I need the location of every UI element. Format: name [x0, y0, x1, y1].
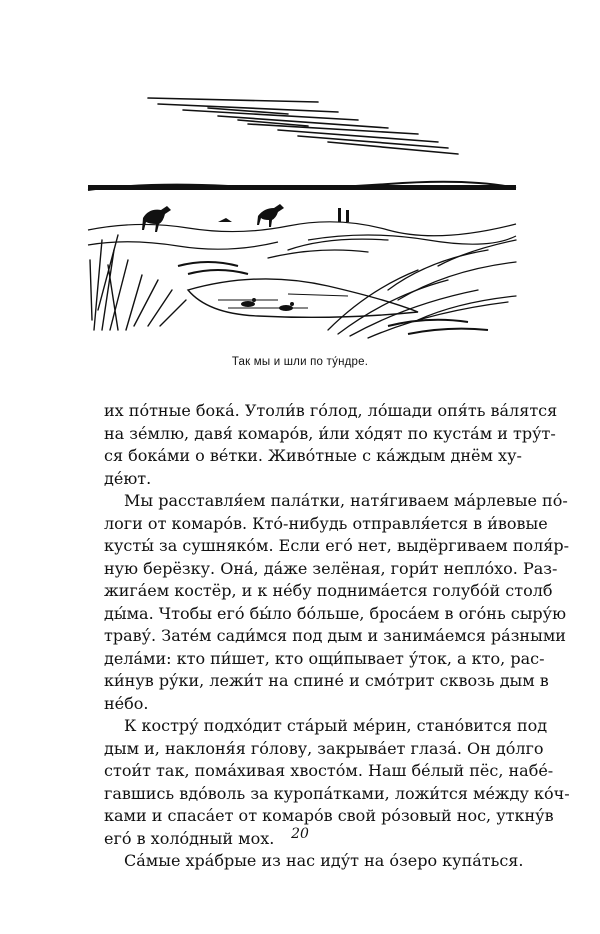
text-line: ками и спаса́ет от комаро́в свой ро́зовый нос, уткну́в — [104, 806, 554, 825]
text-line: на зе́млю, давя́ комаро́в, и́ли хо́дят по куста́м и тру́т- — [104, 423, 556, 443]
text-line: ды́ма. Чтобы его́ бы́ло бо́льше, броса́ем в ого́нь сыру́ю — [104, 603, 567, 623]
body-text — [104, 400, 570, 873]
text-line: не́бо. — [104, 693, 149, 713]
illustration-drawing — [88, 90, 516, 340]
tundra-landscape-illustration — [88, 90, 516, 340]
text-line: ся бока́ми о ве́тки. Живо́тные с ка́ждым днём ху- — [104, 446, 522, 465]
text-line: траву́. Зате́м сади́мся под дым и занима́емся ра́зными — [104, 626, 566, 645]
text-line: их по́тные бока́. Утоли́в го́лод, ло́шади опя́ть ва́лятся — [104, 401, 558, 420]
text-line: дела́ми: кто пи́шет, кто ощи́пывает у́ток, а кто, рас- — [104, 648, 545, 668]
text-line: дым и, наклоня́я го́лову, закрыва́ет глаза́. Он до́лго — [104, 738, 544, 758]
text-line: стои́т так, пома́хивая хвосто́м. Наш бе́лый пёс, набе́- — [104, 761, 554, 780]
text-line: кусты́ за сушняко́м. Если его́ нет, выдёргиваем поля́р- — [104, 536, 570, 555]
text-line: жига́ем костёр, и к не́бу поднима́ется голубо́й столб — [104, 581, 553, 600]
text-line: ки́нув ру́ки, лежи́т на спине́ и смо́трит сквозь дым в — [104, 671, 549, 690]
page-number: 20 — [291, 826, 309, 842]
text-line: гавшись вдо́воль за куропа́тками, ложи́тся ме́жду ко́ч- — [104, 783, 570, 803]
illustration-caption: Так мы и шли по ту́ндре. — [231, 356, 369, 368]
text-line: логи от комаро́в. Кто́-нибудь отправля́ется в и́вовые — [104, 513, 548, 533]
text-line: Са́мые хра́брые из нас иду́т на о́зеро купа́ться. — [124, 851, 524, 870]
text-line: К костру́ подхо́дит ста́рый ме́рин, стано́вится под — [124, 716, 548, 735]
text-line: Мы расставля́ем пала́тки, натя́гиваем ма́рлевые по́- — [124, 491, 568, 510]
text-line: де́ют. — [104, 468, 152, 488]
text-line: ную берёзку. Она́, да́же зелёная, гори́т непло́хо. Раз- — [104, 558, 558, 578]
text-line: его́ в холо́дный мох. — [104, 828, 275, 848]
